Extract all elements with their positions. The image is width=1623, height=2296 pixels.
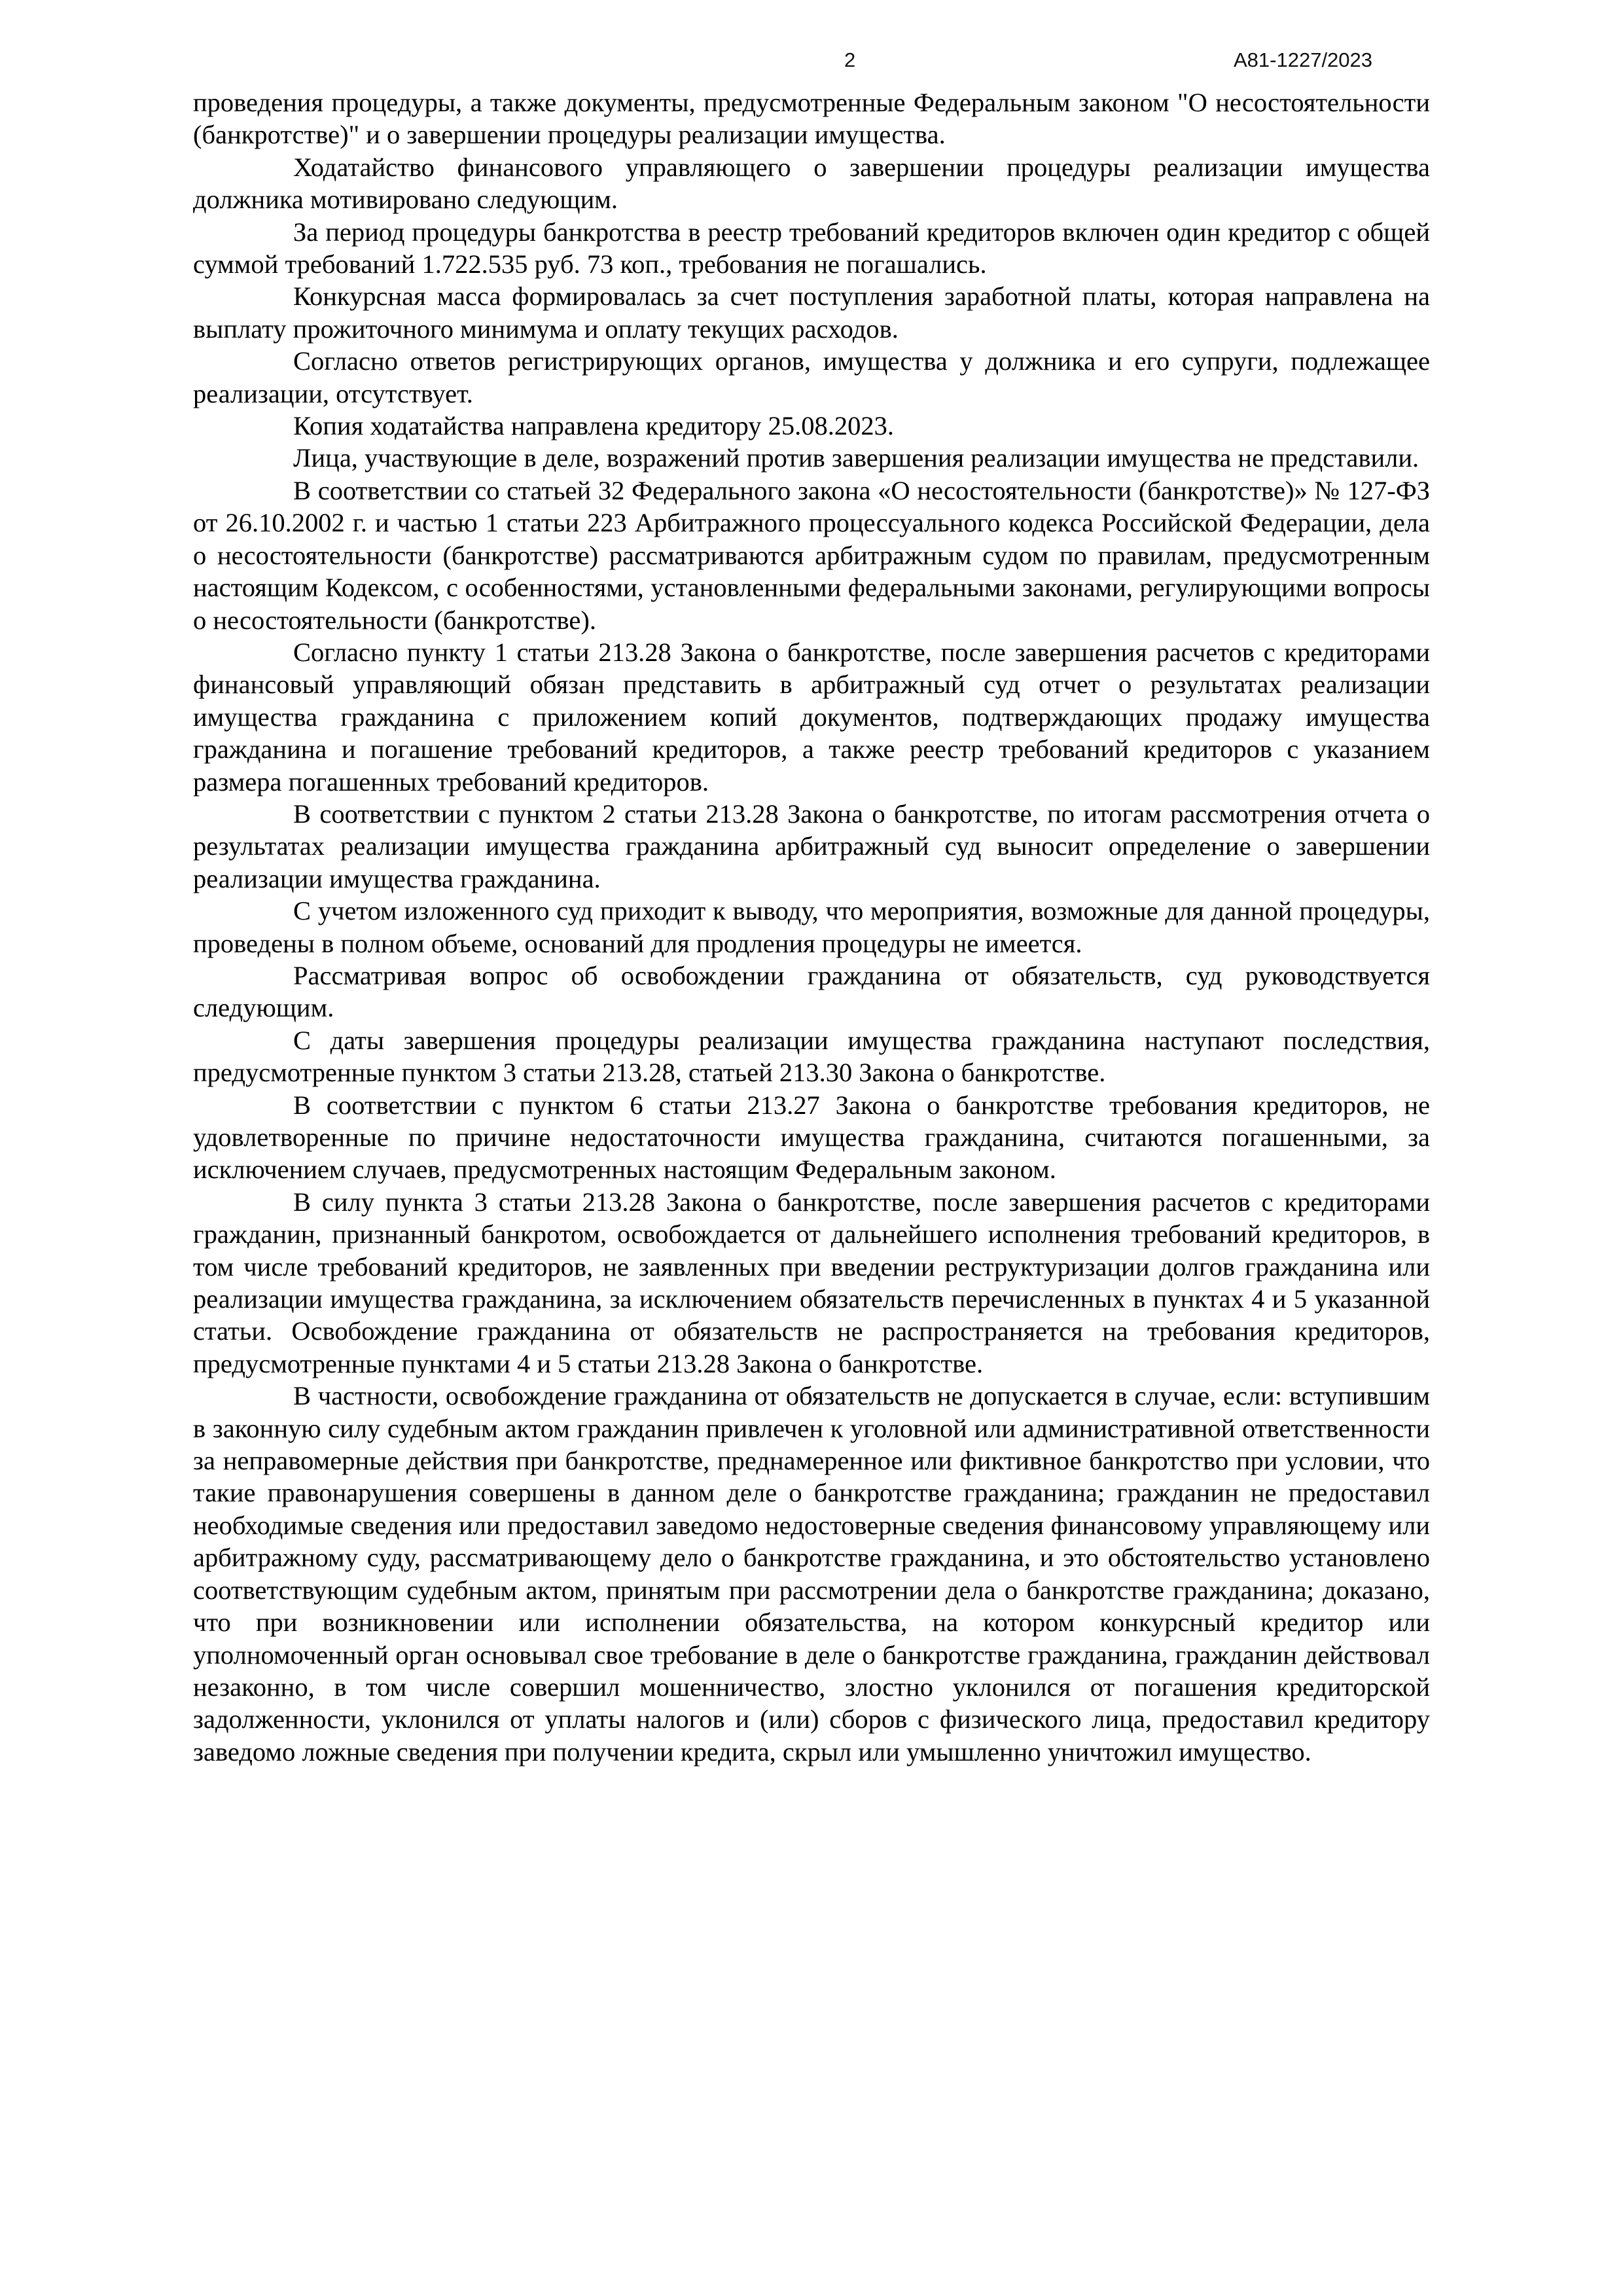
paragraph-clause-2-213-28: В соответствии с пунктом 2 статьи 213.28 Закона о банкротстве, по итогам рассмотрения отчета о результатах реализации имущества гражданина арбитражный суд выносит определение о завершении реализации имущества гражданина.: [193, 798, 1430, 893]
paragraph-court-conclusion: С учетом изложенного суд приходит к выводу, что мероприятия, возможные для данной процедуры, проведены в полном объеме, оснований для продления процедуры не имеется.: [193, 896, 1430, 958]
paragraph-article-32: В соответствии со статьей 32 Федерального закона «О несостоятельности (банкротстве)» № 127-ФЗ от 26.10.2002 г. и частью 1 статьи 223 Арбитражного процессуального кодекса Российской Федерации, дела о несостоятельности (банкротстве) рассматриваются арбитражным судом по правилам, предусмотренным настоящим Кодексом, с особенностями, установленными федеральными законами, регулирующими вопросы о несостоятельности (банкротстве).: [193, 475, 1430, 635]
paragraph-release-exceptions: В частности, освобождение гражданина от обязательств не допускается в случае, если: вступившим в законную силу судебным актом гражданин привлечен к уголовной или административной ответственности за неправомерные действия при банкротстве, преднамеренное или фиктивное банкротство при условии, что такие правонарушения совершены в данном деле о банкротстве гражданина; гражданин не предоставил необходимые сведения или предоставил заведомо недостоверные сведения финансовому управляющему или арбитражному суду, рассматривающему дело о банкротстве гражданина, и это обстоятельство установлено соответствующим судебным актом, принятым при рассмотрении дела о банкротстве гражданина; доказано, что при возникновении или исполнении обязательства, на котором конкурсный кредитор или уполномоченный орган основывал свое требование в деле о банкротстве гражданина, гражданин действовал незаконно, в том числе совершил мошенничество, злостно уклонился от погашения кредиторской задолженности, уклонился от уплаты налогов и (или) сборов с физического лица, предоставил кредитору заведомо ложные сведения при получении кредита, скрыл или умышленно уничтожил имущество.: [193, 1381, 1430, 1767]
paragraph-clause-1-213-28: Согласно пункту 1 статьи 213.28 Закона о банкротстве, после завершения расчетов с кредиторами финансовый управляющий обязан представить в арбитражный суд отчет о результатах реализации имущества гражданина с приложением копий документов, подтверждающих продажу имущества гражданина и погашение требований кредиторов, а также реестр требований кредиторов с указанием размера погашенных требований кредиторов.: [193, 637, 1430, 797]
paragraph-bankruptcy-estate: Конкурсная масса формировалась за счет поступления заработной платы, которая направлена на выплату прожиточного минимума и оплату текущих расходов.: [193, 281, 1430, 344]
paragraph-motion: Ходатайство финансового управляющего о завершении процедуры реализации имущества должника мотивировано следующим.: [193, 152, 1430, 215]
paragraph-motion-copy: Копия ходатайства направлена кредитору 25.08.2023.: [293, 411, 894, 441]
case-number: А81-1227/2023: [1234, 48, 1373, 71]
page-header: [0, 48, 1623, 79]
paragraph-clause-6-213-27: В соответствии с пунктом 6 статьи 213.27 Закона о банкротстве требования кредиторов, не удовлетворенные по причине недостаточности имущества гражданина, считаются погашенными, за исключением случаев, предусмотренных настоящим Федеральным законом.: [193, 1090, 1430, 1185]
paragraph-consequences: С даты завершения процедуры реализации имущества гражданина наступают последствия, предусмотренные пунктом 3 статьи 213.28, статьей 213.30 Закона о банкротстве.: [193, 1025, 1430, 1088]
paragraph-no-objections: Лица, участвующие в деле, возражений против завершения реализации имущества не представили.: [293, 443, 1419, 473]
paragraph-release-question: Рассматривая вопрос об освобождении гражданина от обязательств, суд руководствуется следующим.: [193, 960, 1430, 1023]
paragraph-creditor-registry: За период процедуры банкротства в реестр требований кредиторов включен один кредитор с общей суммой требований 1.722.535 руб. 73 коп., требования не погашались.: [193, 217, 1430, 279]
paragraph-registration-authorities: Согласно ответов регистрирующих органов, имущества у должника и его супруги, подлежащее реализации, отсутствует.: [193, 346, 1430, 408]
page-number: 2: [844, 48, 856, 71]
paragraph-clause-3-213-28: В силу пункта 3 статьи 213.28 Закона о банкротстве, после завершения расчетов с кредиторами гражданин, признанный банкротом, освобождается от дальнейшего исполнения требований кредиторов, в том числе требований кредиторов, не заявленных при введении реструктуризации долгов гражданина или реализации имущества гражданина, за исключением обязательств перечисленных в пунктах 4 и 5 указанной статьи. Освобождение гражданина от обязательств не распространяется на требования кредиторов, предусмотренные пунктами 4 и 5 статьи 213.28 Закона о банкротстве.: [193, 1187, 1430, 1378]
paragraph-continuation: проведения процедуры, а также документы, предусмотренные Федеральным законом "О несостоятельности (банкротстве)" и о завершении процедуры реализации имущества.: [193, 88, 1430, 150]
document-body: [193, 86, 1430, 1768]
